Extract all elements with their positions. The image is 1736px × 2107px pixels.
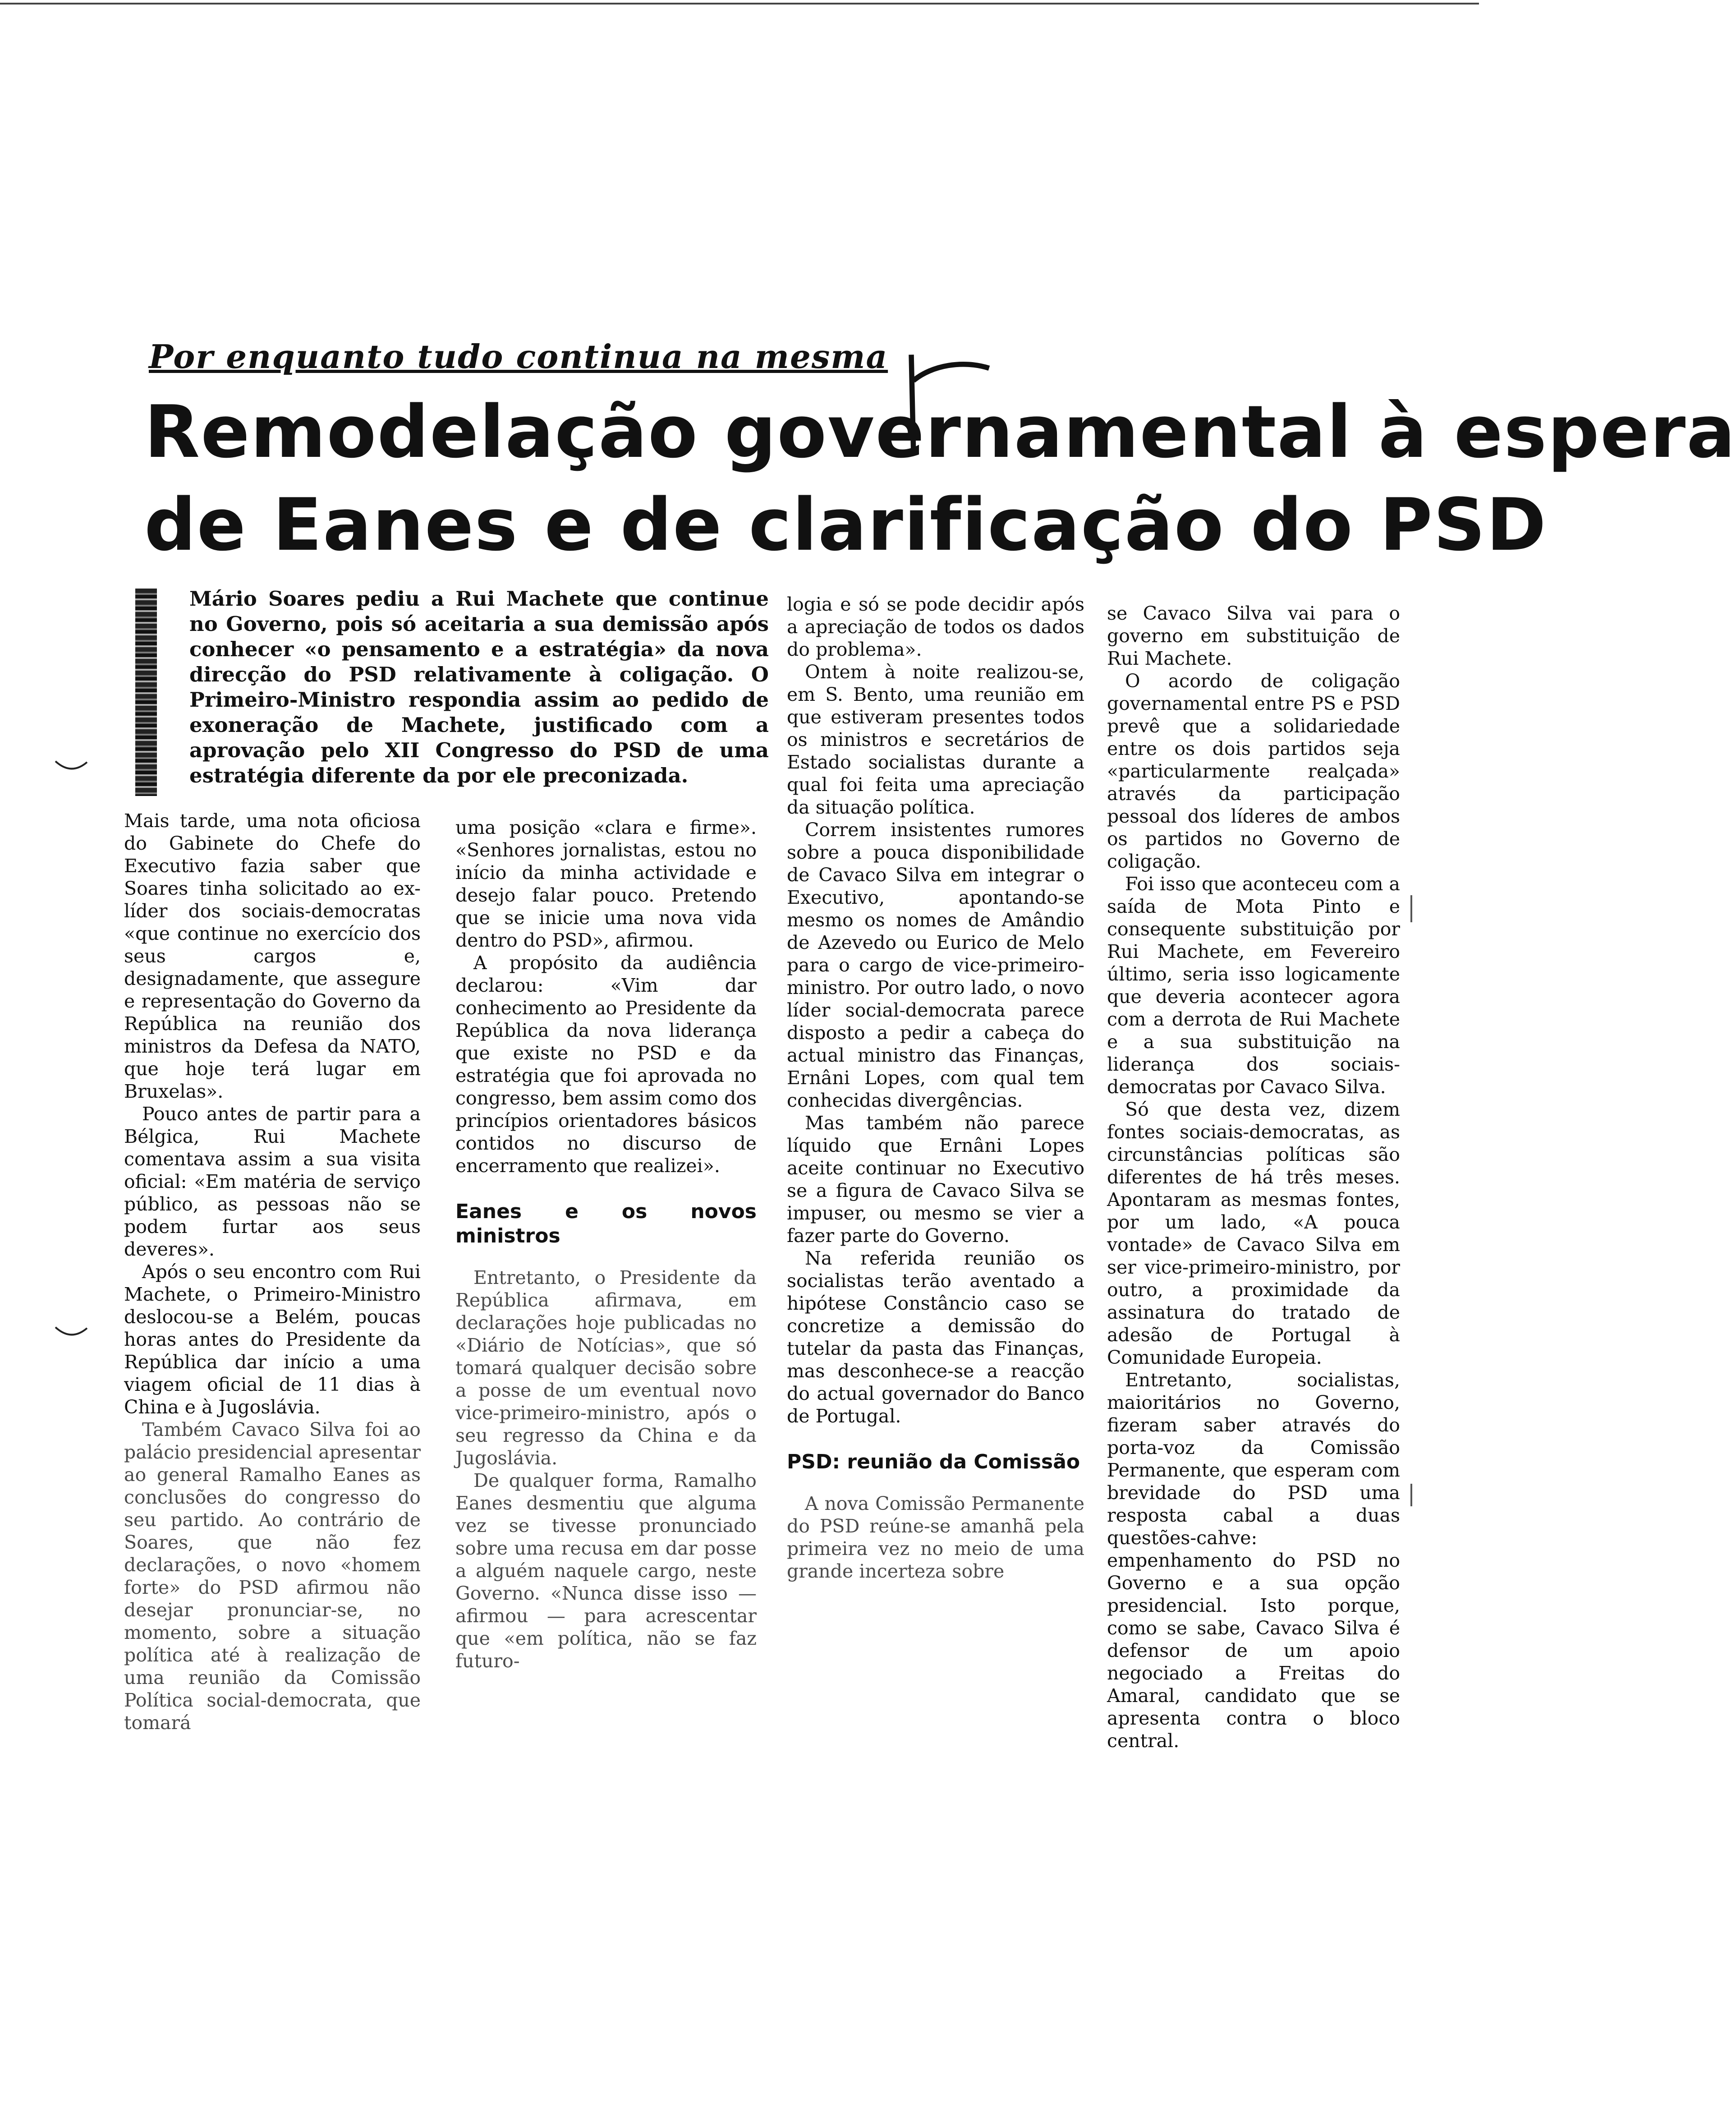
paragraph: Também Cavaco Silva foi ao palácio presidencial apresentar ao general Ramalho Eanes as conclusões do congresso do seu partido. Ao contrário de Soares, que não fez declarações, o novo «homem forte» do PSD afirmou não desejar pronunciar-se, no momento, sobre a situação política até à realização de uma reunião da Comissão Política social-democrata, que tomará: [124, 1419, 421, 1734]
margin-pen-stroke: [1410, 1484, 1412, 1506]
article-column-1: [124, 810, 421, 1734]
article-lead: Mário Soares pediu a Rui Machete que continue no Governo, pois só aceitaria a sua demissão após conhecer «o pensamento e a estratégia» da nova direcção do PSD relativamente à coligação. O Primeiro-Ministro respondia assim ao pedido de exoneração de Machete, justificado com a aprovação pelo XII Congresso do PSD de uma estratégia diferente da por ele preconizada.: [189, 587, 769, 787]
paragraph: Ontem à noite realizou-se, em S. Bento, uma reunião em que estiveram presentes todos os ministros e secretários de Estado socialistas durante a qual foi feita uma apreciação da situação política.: [787, 661, 1084, 818]
paragraph: A propósito da audiência declarou: «Vim dar conhecimento ao Presidente da República da nova liderança que existe no PSD e da estratégia que foi aprovada no congresso, bem assim como dos princípios orientadores básicos contidos no discurso de encerramento que realizei».: [455, 952, 757, 1177]
subheading: Eanes e os novos ministros: [455, 1200, 757, 1247]
paragraph: Mais tarde, uma nota oficiosa do Gabinete do Chefe do Executivo fazia saber que Soares tinha solicitado ao ex-líder dos sociais-democratas «que continue no exercício dos seus cargos e, designadamente, que assegure e representação do Governo da República na reunião dos ministros da Defesa da NATO, que hoje terá lugar em Bruxelas».: [124, 810, 421, 1102]
paragraph: De qualquer forma, Ramalho Eanes desmentiu que alguma vez se tivesse pronunciado sobre uma recusa em dar posse a alguém naquele cargo, neste Governo. «Nunca disse isso — afirmou — para acrescentar que «em política, não se faz futuro-: [455, 1470, 757, 1672]
article-column-3: [787, 593, 1084, 1583]
paragraph: A nova Comissão Permanente do PSD reúne-se amanhã pela primeira vez no meio de uma grande incerteza sobre: [787, 1493, 1084, 1582]
paragraph: Entretanto, o Presidente da República afirmava, em declarações hoje publicadas no «Diário de Notícias», que só tomará qualquer decisão sobre a posse de um eventual novo vice-primeiro-ministro, após o seu regresso da China e da Jugoslávia.: [455, 1267, 757, 1469]
paragraph: se Cavaco Silva vai para o governo em substituição de Rui Machete.: [1107, 603, 1400, 669]
paragraph: Entretanto, socialistas, maioritários no Governo, fizeram saber através do porta-voz da Comissão Permanente, que esperam com brevidade do PSD uma resposta cabal a duas questões-cahve: empenhamento do PSD no Governo e a sua opção presidencial. Isto porque, como se sabe, Cavaco Silva é defensor de um apoio negociado a Freitas do Amaral, candidato que se apresenta contra o bloco central.: [1107, 1369, 1400, 1752]
article-column-2: [455, 816, 757, 1672]
paragraph: logia e só se pode decidir após a apreciação de todos os dados do problema».: [787, 593, 1084, 660]
paragraph: Foi isso que aconteceu com a saída de Mota Pinto e consequente substituição por Rui Machete, em Fevereiro último, seria isso logicamente que deveria acontecer agora com a derrota de Rui Machete e a sua substituição na liderança dos sociais-democratas por Cavaco Silva.: [1107, 873, 1400, 1098]
article-kicker: Por enquanto tudo continua na mesma: [149, 337, 888, 376]
margin-pen-stroke: [1410, 895, 1412, 922]
paragraph: Após o seu encontro com Rui Machete, o Primeiro-Ministro deslocou-se a Belém, poucas horas antes do Presidente da República dar início a uma viagem oficial de 11 dias à China e à Jugoslávia.: [124, 1261, 421, 1418]
subheading: PSD: reunião da Comissão: [787, 1450, 1080, 1473]
paragraph: Na referida reunião os socialistas terão aventado a hipótese Constâncio caso se concretize a demissão do tutelar da pasta das Finanças, mas desconhece-se a reacção do actual governador do Banco de Portugal.: [787, 1247, 1084, 1427]
paragraph: O acordo de coligação governamental entre PS e PSD prevê que a solidariedade entre os dois partidos seja «particularmente realçada» através da participação pessoal dos líderes de ambos os partidos no Governo de coligação.: [1107, 670, 1400, 872]
paragraph: Mas também não parece líquido que Ernâni Lopes aceite continuar no Executivo se a figura de Cavaco Silva se impuser, ou mesmo se vier a fazer parte do Governo.: [787, 1112, 1084, 1247]
margin-check-mark-icon: [53, 1324, 89, 1342]
headline-line-2: de Eanes e de clarificação do PSD: [144, 483, 1547, 567]
headline-line-1: Remodelação governamental à espera: [144, 390, 1736, 474]
scan-top-border: [0, 3, 1479, 5]
paragraph: Pouco antes de partir para a Bélgica, Rui Machete comentava assim a sua visita oficial: «Em matéria de serviço público, as pessoas não se podem furtar aos seus deveres».: [124, 1103, 421, 1260]
lead-decorative-bar: [135, 589, 157, 796]
paragraph: Só que desta vez, dizem fontes sociais-democratas, as circunstâncias políticas são diferentes de há três meses. Apontaram as mesmas fontes, por um lado, «A pouca vontade» de Cavaco Silva em ser vice-primeiro-ministro, por outro, a proximidade da assinatura do tratado de adesão de Portugal à Comunidade Europeia.: [1107, 1099, 1400, 1368]
margin-check-mark-icon: [53, 758, 89, 776]
paragraph: Correm insistentes rumores sobre a pouca disponibilidade de Cavaco Silva em integrar o Executivo, apontando-se mesmo os nomes de Amândio de Azevedo ou Eurico de Melo para o cargo de vice-primeiro-ministro. Por outro lado, o novo líder social-democrata parece disposto a pedir a cabeça do actual ministro das Finanças, Ernâni Lopes, com qual tem conhecidas divergências.: [787, 819, 1084, 1111]
paragraph: uma posição «clara e firme». «Senhores jornalistas, estou no início da minha actividade e desejo falar pouco. Pretendo que se inicie uma nova vida dentro do PSD», afirmou.: [455, 817, 757, 951]
article-column-4: [1107, 602, 1400, 1752]
